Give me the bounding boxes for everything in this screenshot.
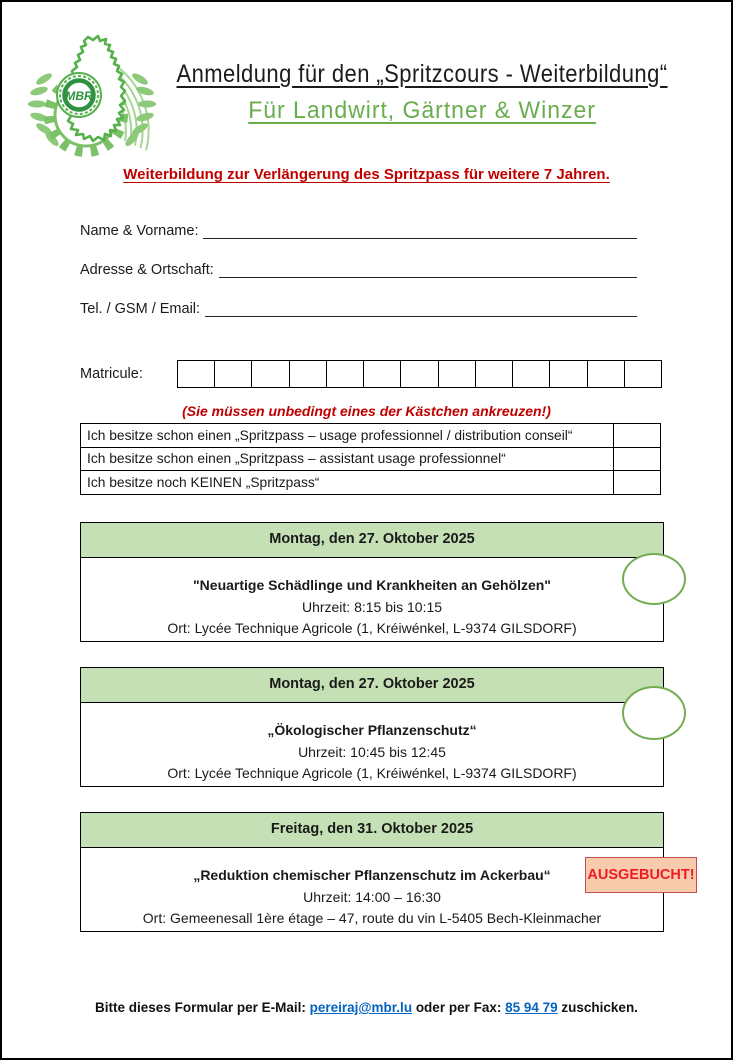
matricule-cell[interactable]: [439, 361, 476, 387]
option-row-keinen: [81, 470, 660, 494]
circle-annotation-1[interactable]: [622, 553, 686, 605]
event-location: Ort: Lycée Technique Agricole (1, Kréiwénkel, L-9374 GILSDORF): [167, 620, 577, 636]
address-input-line[interactable]: [219, 261, 637, 278]
matricule-cell[interactable]: [178, 361, 215, 387]
matricule-cell[interactable]: [252, 361, 289, 387]
event-title: „Reduktion chemischer Pflanzenschutz im Ackerbau“: [193, 867, 551, 883]
matricule-cell[interactable]: [215, 361, 252, 387]
matricule-grid[interactable]: [177, 360, 662, 388]
matricule-cell[interactable]: [588, 361, 625, 387]
event-box-2: [80, 667, 664, 787]
option-checkbox-professionnel[interactable]: [613, 424, 660, 447]
event-title: „Ökologischer Pflanzenschutz“: [267, 722, 477, 738]
page-title: Anmeldung für den „Spritzcours - Weiterbildung“: [176, 60, 669, 88]
fax-link[interactable]: 85 94 79: [505, 1000, 558, 1015]
matricule-cell[interactable]: [476, 361, 513, 387]
red-heading: Weiterbildung zur Verlängerung des Spritzpass für weitere 7 Jahren.: [123, 166, 610, 183]
mbr-emblem: [57, 73, 101, 117]
footer-suffix: zuschicken.: [557, 1000, 638, 1015]
matricule-cell[interactable]: [550, 361, 587, 387]
page-subtitle: Für Landwirt, Gärtner & Winzer: [248, 97, 597, 124]
field-address: [80, 261, 637, 278]
event-box-3: [80, 812, 664, 932]
contact-label: Tel. / GSM / Email:: [80, 301, 201, 317]
event-title: "Neuartige Schädlinge und Krankheiten an Gehölzen": [193, 577, 551, 593]
name-label: Name & Vorname:: [80, 223, 199, 239]
event-date-header: Freitag, den 31. Oktober 2025: [81, 813, 663, 848]
soldout-badge: AUSGEBUCHT!: [585, 857, 697, 893]
event-date-header: Montag, den 27. Oktober 2025: [81, 668, 663, 703]
contact-input-line[interactable]: [205, 300, 637, 317]
matricule-cell[interactable]: [513, 361, 550, 387]
option-row-professionnel: [81, 424, 660, 447]
option-checkbox-assistant[interactable]: [613, 448, 660, 471]
event-time: Uhrzeit: 10:45 bis 12:45: [298, 743, 446, 760]
event-box-1: [80, 522, 664, 642]
event-location: Ort: Gemeenesall 1ère étage – 47, route du vin L-5405 Bech-Kleinmacher: [142, 910, 602, 926]
header: [132, 60, 713, 125]
event-body: [81, 558, 663, 640]
event-body: [81, 848, 663, 930]
logo-text: MBR: [65, 89, 93, 103]
event-time: Uhrzeit: 8:15 bis 10:15: [301, 598, 443, 615]
option-checkbox-keinen[interactable]: [613, 471, 660, 494]
address-label: Adresse & Ortschaft:: [80, 262, 214, 278]
option-label: Ich besitze noch KEINEN „Spritzpass“: [87, 474, 320, 490]
field-contact: [80, 300, 637, 317]
option-label: Ich besitze schon einen „Spritzpass – assistant usage professionnel“: [87, 451, 506, 467]
spritzpass-options-table: [80, 423, 661, 495]
footer-middle: oder per Fax:: [412, 1000, 506, 1015]
matricule-cell[interactable]: [327, 361, 364, 387]
email-link[interactable]: pereiraj@mbr.lu: [309, 1000, 413, 1015]
footer-instruction: [2, 1000, 731, 1015]
field-name: [80, 222, 637, 239]
option-row-assistant: [81, 447, 660, 471]
event-time: Uhrzeit: 14:00 – 16:30: [303, 888, 441, 905]
option-label: Ich besitze schon einen „Spritzpass – usage professionnel / distribution conseil“: [87, 427, 573, 443]
matricule-cell[interactable]: [290, 361, 327, 387]
matricule-cell[interactable]: [625, 361, 661, 387]
event-date-header: Montag, den 27. Oktober 2025: [81, 523, 663, 558]
matricule-cell[interactable]: [364, 361, 401, 387]
matricule-cell[interactable]: [401, 361, 438, 387]
checkbox-note: (Sie müssen unbedingt eines der Kästchen ankreuzen!): [182, 403, 551, 419]
matricule-label: Matricule:: [80, 366, 143, 382]
name-input-line[interactable]: [203, 222, 637, 239]
event-body: [81, 703, 663, 785]
circle-annotation-2[interactable]: [622, 686, 686, 740]
event-location: Ort: Lycée Technique Agricole (1, Kréiwénkel, L-9374 GILSDORF): [167, 765, 577, 781]
footer-prefix: Bitte dieses Formular per E-Mail:: [95, 1000, 310, 1015]
